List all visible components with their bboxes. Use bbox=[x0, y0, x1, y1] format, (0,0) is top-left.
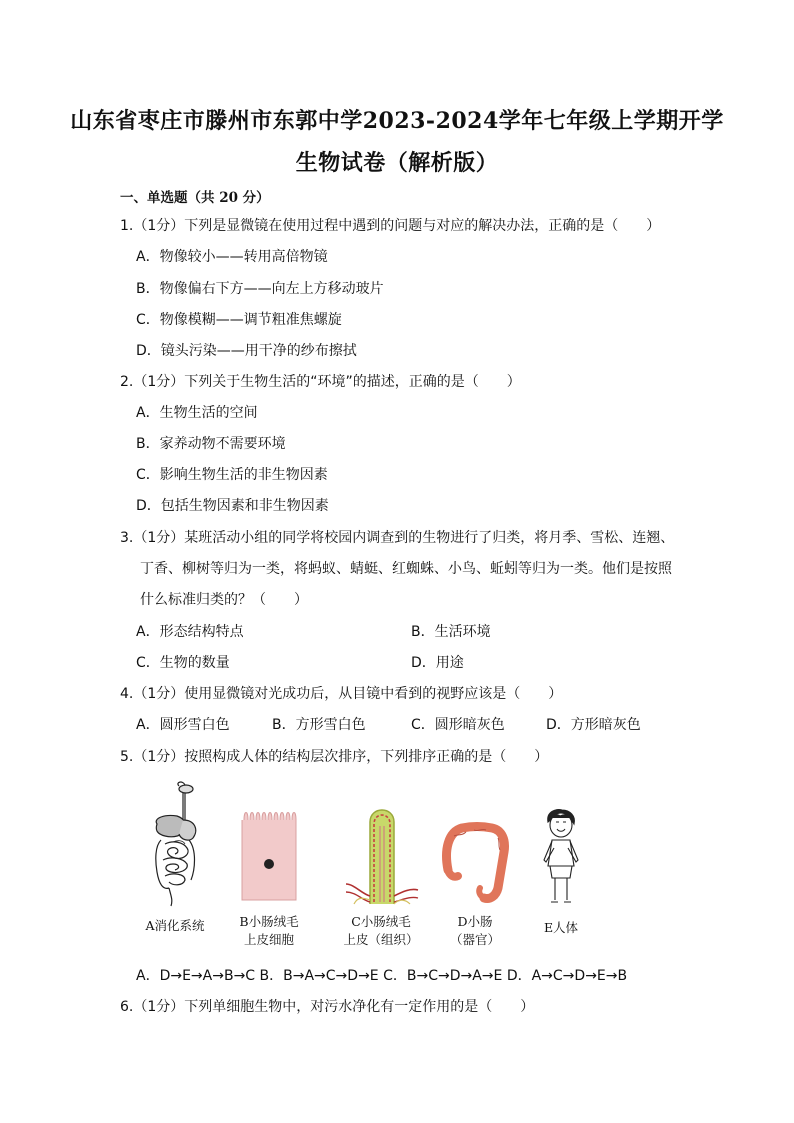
caption-a: A消化系统 bbox=[145, 918, 205, 933]
caption-e: E人体 bbox=[543, 920, 579, 935]
question-1-stem: 1.（1分）下列是显微镜在使用过程中遇到的问题与对应的解决办法，正确的是（ ） bbox=[120, 218, 661, 234]
question-4-options bbox=[136, 716, 696, 734]
caption-b-line-1: B小肠绒毛 bbox=[239, 914, 299, 929]
question-1-option-d: D．镜头污染——用干净的纱布擦拭 bbox=[136, 343, 357, 359]
question-2-option-b: B．家养动物不需要环境 bbox=[136, 436, 286, 452]
question-1-option-b: B．物像偏右下方——向左上方移动玻片 bbox=[136, 281, 384, 297]
caption-c-line-1: C小肠绒毛 bbox=[351, 914, 411, 929]
question-1-option-c: C．物像模糊——调节粗准焦螺旋 bbox=[136, 312, 342, 328]
question-5-options: A．D→E→A→B→C B．B→A→C→D→E C．B→C→D→A→E D．A→C→D→E→B bbox=[136, 968, 628, 984]
question-4-stem: 4.（1分）使用显微镜对光成功后，从目镜中看到的视野应该是（ ） bbox=[120, 686, 563, 702]
question-4-option-a: A．圆形雪白色 bbox=[136, 717, 230, 733]
human-body-illustration bbox=[536, 808, 586, 906]
question-2-option-a: A．生物生活的空间 bbox=[136, 405, 258, 421]
page-title-line-1: 山东省枣庄市滕州市东郭中学2023-2024学年七年级上学期开学 bbox=[70, 108, 724, 134]
question-4-option-b: B．方形雪白色 bbox=[272, 717, 366, 733]
digestive-system-illustration bbox=[143, 780, 205, 908]
question-3-option-a: A．形态结构特点 bbox=[136, 624, 244, 640]
question-5-figure bbox=[138, 780, 598, 950]
page-title-line-2: 生物试卷（解析版） bbox=[295, 150, 499, 176]
question-3-stem-line-2: 丁香、柳树等归为一类，将蚂蚁、蜻蜓、红蜘蛛、小鸟、蚯蚓等归为一类。他们是按照 bbox=[140, 561, 672, 577]
question-3-option-c: C．生物的数量 bbox=[136, 655, 230, 671]
question-4-option-d: D．方形暗灰色 bbox=[546, 717, 641, 733]
caption-d-line-1: D小肠 bbox=[457, 914, 493, 929]
question-6-stem: 6.（1分）下列单细胞生物中，对污水净化有一定作用的是（ ） bbox=[120, 999, 535, 1015]
question-4-option-c: C．圆形暗灰色 bbox=[411, 717, 505, 733]
question-1-option-a: A．物像较小——转用高倍物镜 bbox=[136, 249, 328, 265]
question-3-option-d: D．用途 bbox=[411, 655, 464, 671]
caption-c-line-2: 上皮（组织） bbox=[343, 932, 419, 947]
question-5-stem: 5.（1分）按照构成人体的结构层次排序，下列排序正确的是（ ） bbox=[120, 749, 549, 765]
section-heading: 一、单选题（共 20 分） bbox=[120, 190, 270, 206]
small-intestine-illustration bbox=[440, 820, 510, 904]
caption-d-line-2: （器官） bbox=[449, 932, 500, 947]
question-2-option-c: C．影响生物生活的非生物因素 bbox=[136, 467, 328, 483]
villus-tissue-illustration bbox=[344, 804, 420, 908]
caption-b-line-2: 上皮细胞 bbox=[243, 932, 294, 947]
question-2-stem: 2.（1分）下列关于生物生活的“环境”的描述，正确的是（ ） bbox=[120, 374, 521, 390]
question-3-option-b: B．生活环境 bbox=[411, 624, 491, 640]
question-3-stem-line-3: 什么标准归类的？（ ） bbox=[140, 592, 308, 608]
question-3-stem-line-1: 3.（1分）某班活动小组的同学将校园内调查到的生物进行了归类，将月季、雪松、连翘、 bbox=[120, 530, 675, 546]
epithelial-cell-illustration bbox=[240, 806, 298, 904]
question-2-option-d: D．包括生物因素和非生物因素 bbox=[136, 498, 329, 514]
